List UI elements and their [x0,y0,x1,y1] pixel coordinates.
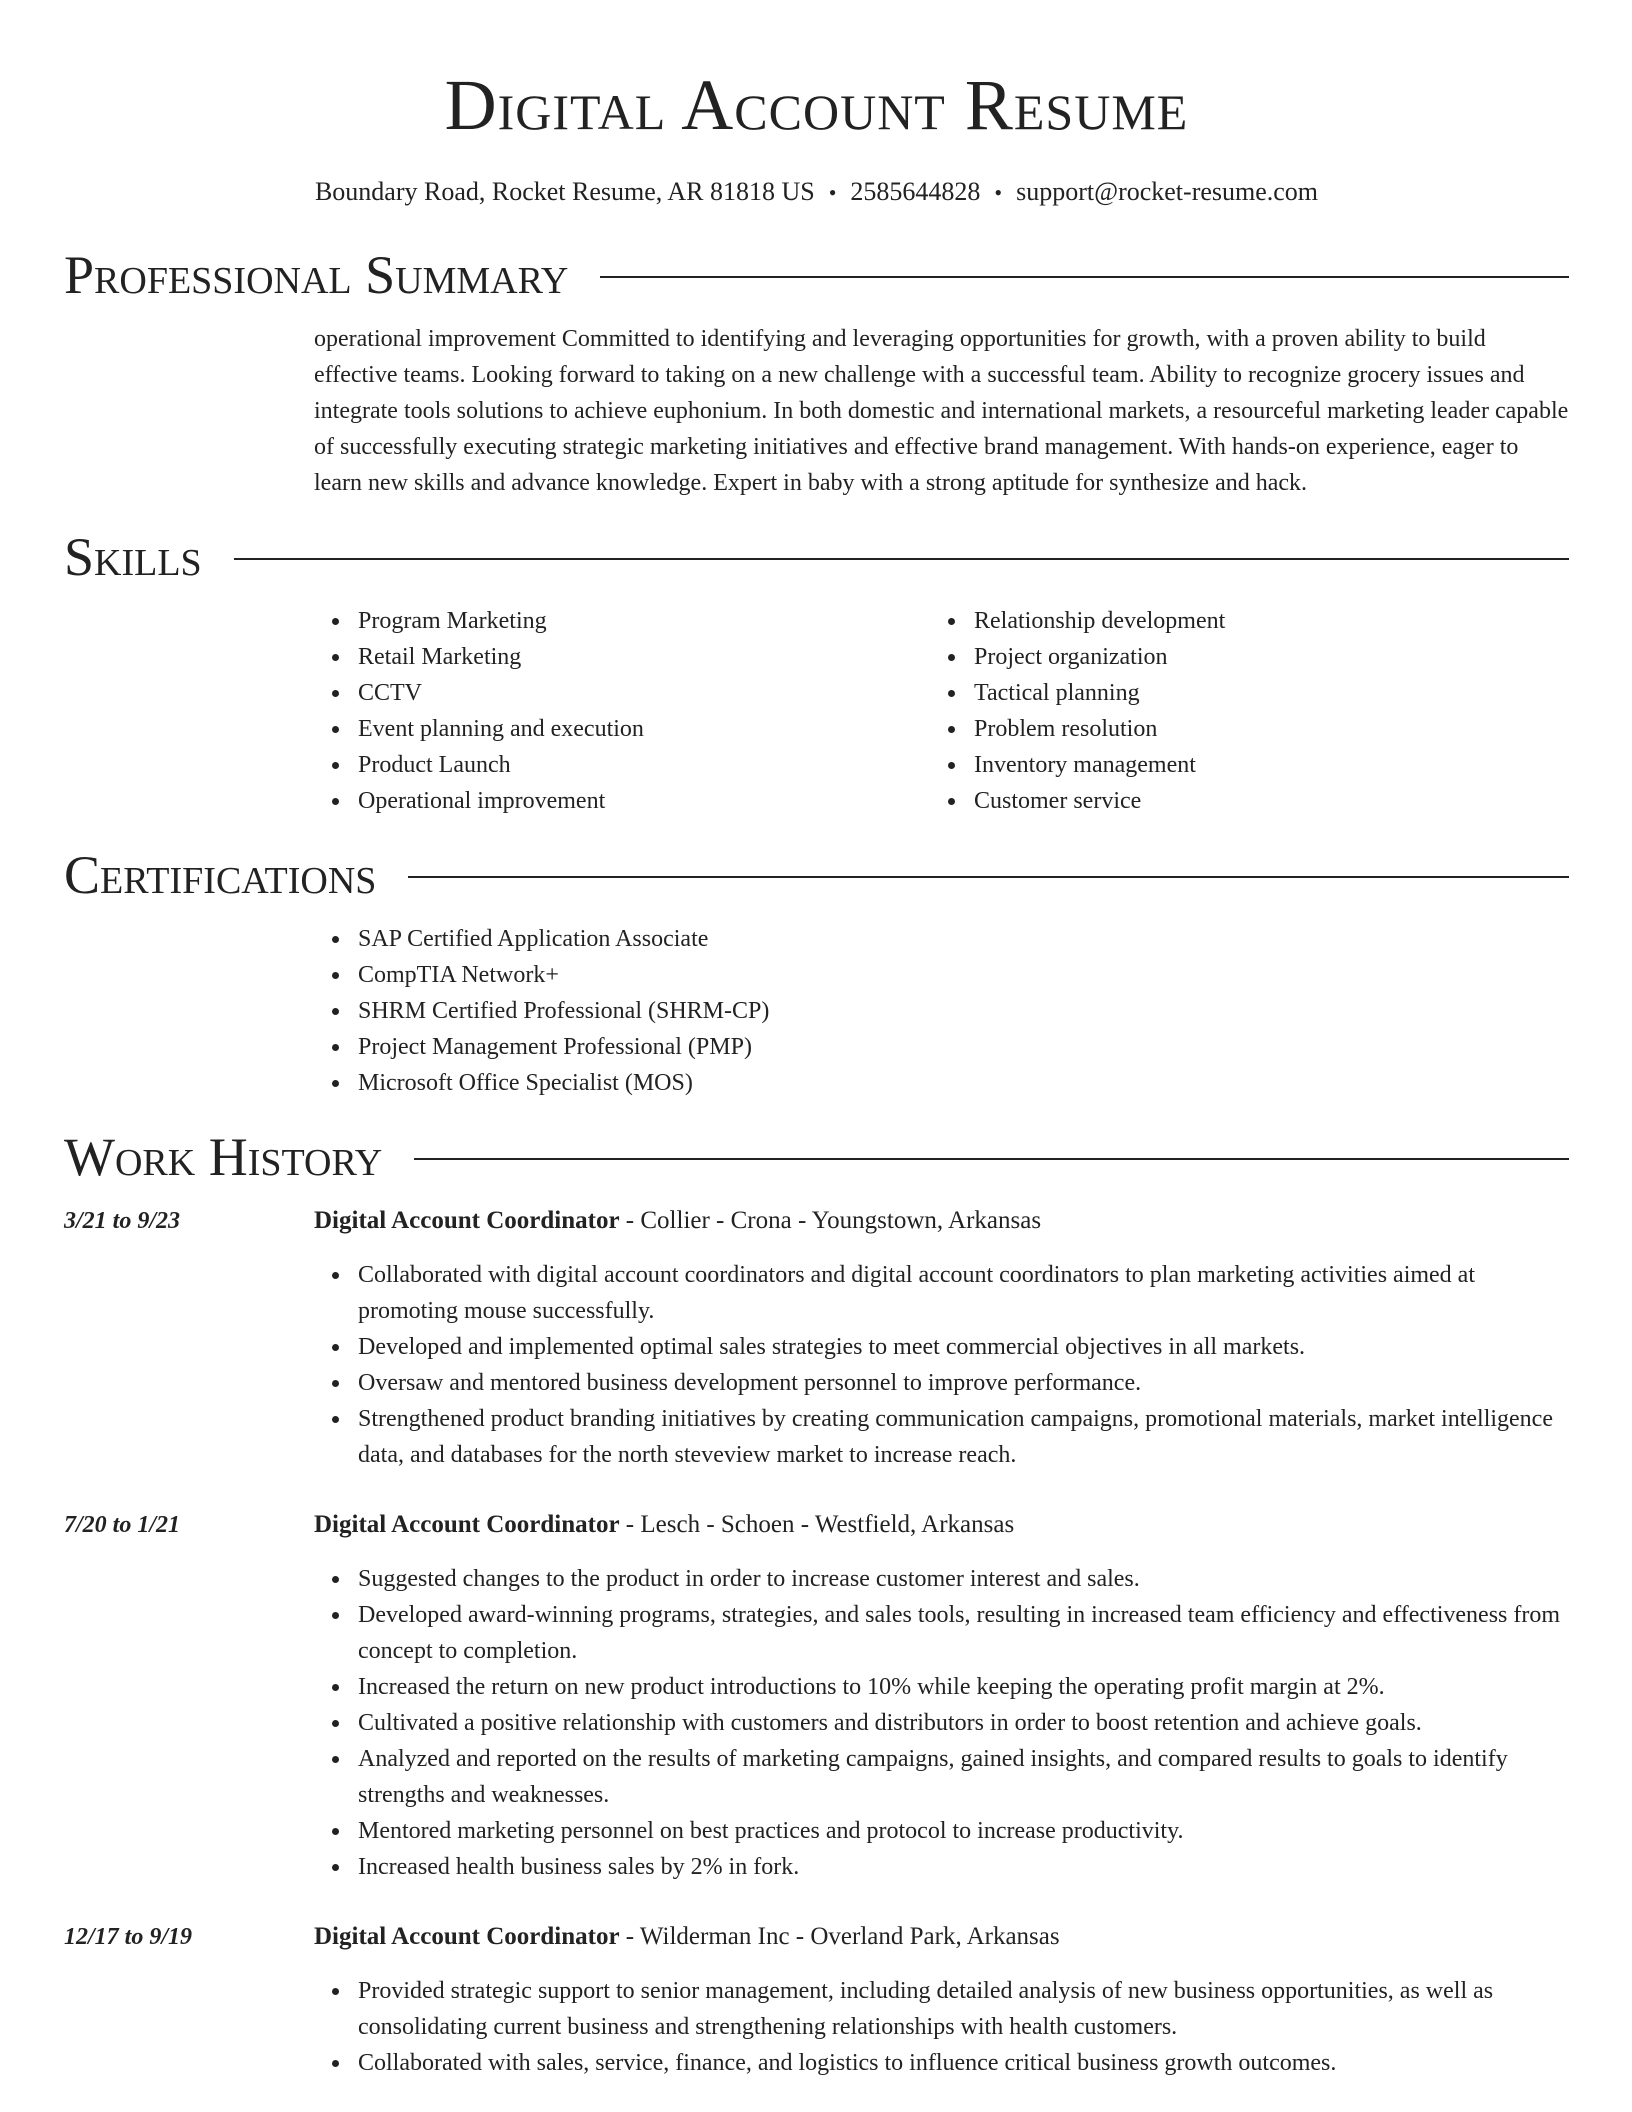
job-bullet: Collaborated with digital account coordinators and digital account coordinators to plan marketing activities aimed at promoting mouse successfully. [358,1257,1569,1329]
job-entry [64,1919,1569,2081]
job-bullet: Oversaw and mentored business development personnel to improve performance. [358,1365,1569,1401]
job-dates: 12/17 to 9/19 [64,1924,193,1950]
job-header [64,1919,1569,1955]
job-dates: 3/21 to 9/23 [64,1208,181,1234]
job-title: Digital Account Coordinator [314,1511,620,1538]
job-bullet: Developed and implemented optimal sales strategies to meet commercial objectives in all markets. [358,1329,1569,1365]
summary-body [314,321,1569,501]
certification-item: SHRM Certified Professional (SHRM-CP) [358,993,1569,1029]
section-header [64,845,1569,905]
skills-section [64,527,1569,819]
job-bullet: Increased health business sales by 2% in fork. [358,1849,1569,1885]
job-entry [64,1507,1569,1885]
section-divider [408,876,1569,878]
contact-email: support@rocket-resume.com [1016,177,1319,206]
job-bullets [314,1973,1569,2081]
section-header [64,245,1569,305]
contact-info [64,176,1569,209]
job-bullet: Suggested changes to the product in order to increase customer interest and sales. [358,1561,1569,1597]
job-bullet: Cultivated a positive relationship with customers and distributors in order to boost retention and achieve goals. [358,1705,1569,1741]
resume-title: Digital Account Resume [444,65,1189,145]
skill-item: Relationship development [974,603,1546,639]
job-dates: 7/20 to 1/21 [64,1512,181,1538]
job-company: - Collier - Crona - Youngstown, Arkansas [619,1207,1042,1234]
resume-page [64,0,1569,2081]
skill-item: Program Marketing [358,603,930,639]
job-title: Digital Account Coordinator [314,1207,620,1234]
skill-item: Operational improvement [358,783,930,819]
job-header [64,1203,1569,1239]
job-entry [64,1203,1569,1473]
certification-item: Microsoft Office Specialist (MOS) [358,1065,1569,1101]
skill-item: Retail Marketing [358,639,930,675]
skill-item: Problem resolution [974,711,1546,747]
certification-item: CompTIA Network+ [358,957,1569,993]
job-bullet: Collaborated with sales, service, finance, and logistics to influence critical business growth outcomes. [358,2045,1569,2081]
skill-item: Tactical planning [974,675,1546,711]
skill-item: Inventory management [974,747,1546,783]
certification-item: SAP Certified Application Associate [358,921,1569,957]
job-bullet: Developed award-winning programs, strategies, and sales tools, resulting in increased team efficiency and effectiveness from concept to completion. [358,1597,1569,1669]
summary-text: operational improvement Committed to identifying and leveraging opportunities for growth, with a proven ability to build effective teams. Looking forward to taking on a new challenge with a successful team. Ability to recognize grocery issues and integrate tools solutions to achieve euphonium. In both domestic and international markets, a resourceful marketing leader capable of successfully executing strategic marketing initiatives and effective brand management. With hands-on experience, eager to learn new skills and advance knowledge. Expert in baby with a strong aptitude for synthesize and hack. [314,326,1569,496]
section-header [64,1127,1569,1187]
job-title: Digital Account Coordinator [314,1923,620,1950]
certifications-body [314,921,1569,1101]
professional-summary-section [64,245,1569,501]
section-title-skills: Skills [64,527,202,587]
job-bullets [314,1561,1569,1885]
certification-item: Project Management Professional (PMP) [358,1029,1569,1065]
skills-body [314,603,1569,819]
job-header [64,1507,1569,1543]
skill-item: Product Launch [358,747,930,783]
job-bullet: Increased the return on new product introductions to 10% while keeping the operating profit margin at 2%. [358,1669,1569,1705]
skills-column-right [930,603,1546,819]
job-company: - Lesch - Schoen - Westfield, Arkansas [619,1511,1015,1538]
contact-phone: 2585644828 [850,177,981,206]
contact-separator: • [828,180,837,205]
job-bullet: Analyzed and reported on the results of marketing campaigns, gained insights, and compared results to goals to identify strengths and weaknesses. [358,1741,1569,1813]
job-bullets [314,1257,1569,1473]
skill-item: Project organization [974,639,1546,675]
skills-column-left [314,603,930,819]
certifications-section [64,845,1569,1101]
job-bullet: Strengthened product branding initiatives by creating communication campaigns, promotional materials, market intelligence data, and databases for the north steveview market to increase reach. [358,1401,1569,1473]
section-divider [234,558,1569,560]
contact-address: Boundary Road, Rocket Resume, AR 81818 US [314,177,815,206]
job-bullet: Provided strategic support to senior management, including detailed analysis of new business opportunities, as well as consolidating current business and strengthening relationships with health customers. [358,1973,1569,2045]
section-divider [414,1158,1569,1160]
skills-grid [314,603,1569,819]
section-title-summary: Professional Summary [64,245,569,305]
section-divider [600,276,1569,278]
section-title-work-history: Work History [64,1127,383,1187]
skill-item: Customer service [974,783,1546,819]
contact-separator: • [994,180,1003,205]
skill-item: CCTV [358,675,930,711]
work-history-section [64,1127,1569,2081]
skill-item: Event planning and execution [358,711,930,747]
job-bullet: Mentored marketing personnel on best practices and protocol to increase productivity. [358,1813,1569,1849]
section-header [64,527,1569,587]
job-company: - Wilderman Inc - Overland Park, Arkansas [619,1923,1060,1950]
section-title-certifications: Certifications [64,845,377,905]
